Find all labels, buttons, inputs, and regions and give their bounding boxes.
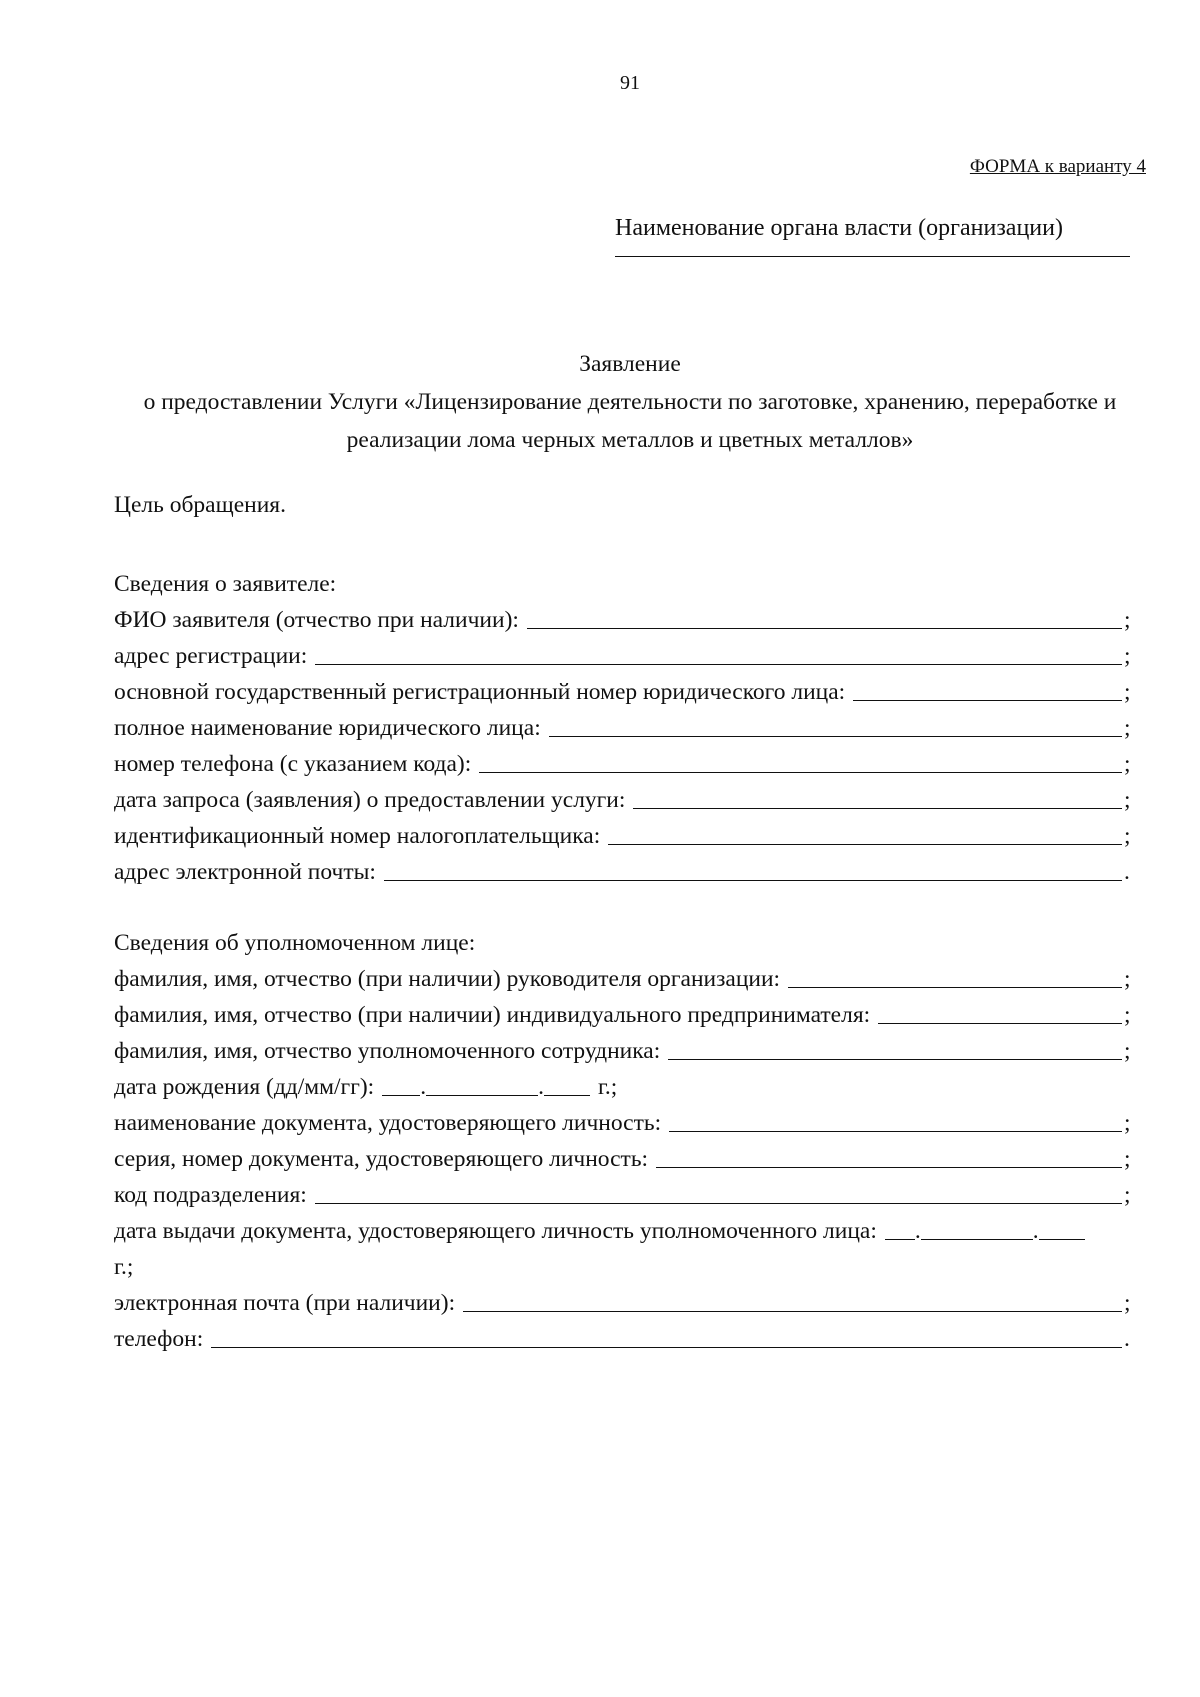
division-code-field[interactable] [315, 1203, 1122, 1204]
document-title: Заявление [579, 351, 681, 377]
semicolon: ; [1124, 607, 1131, 633]
birth-year-suffix: г.; [597, 1074, 618, 1100]
applicant-email-field[interactable] [384, 880, 1122, 881]
applicant-address-row [114, 638, 1136, 674]
applicant-phone-field[interactable] [479, 772, 1122, 773]
semicolon: ; [1124, 643, 1131, 669]
head-fio-row [114, 961, 1136, 997]
applicant-request-date-field[interactable] [633, 808, 1122, 809]
issue-day-field[interactable] [885, 1239, 915, 1240]
authorized-heading: Сведения об уполномоченном лице: [114, 930, 476, 956]
issue-year-suffix: г.; [114, 1254, 134, 1280]
authorized-phone-field[interactable] [211, 1347, 1122, 1348]
head-fio-field[interactable] [788, 987, 1122, 988]
applicant-phone-row [114, 746, 1136, 782]
birth-date-label: дата рождения (дд/мм/гг): [114, 1074, 375, 1100]
applicant-fullname-row [114, 710, 1136, 746]
semicolon: ; [1124, 1038, 1131, 1064]
ip-fio-label: фамилия, имя, отчество (при наличии) индивидуального предпринимателя: [114, 1002, 871, 1028]
issue-year-field[interactable] [1039, 1239, 1085, 1240]
doc-name-label: наименование документа, удостоверяющего личность: [114, 1110, 662, 1136]
division-code-label: код подразделения: [114, 1182, 307, 1208]
dot: . [538, 1074, 544, 1100]
purpose-heading: Цель обращения. [114, 492, 286, 518]
doc-number-label: серия, номер документа, удостоверяющего личность: [114, 1146, 649, 1172]
applicant-inn-field[interactable] [608, 844, 1122, 845]
birth-day-field[interactable] [382, 1095, 420, 1096]
semicolon: ; [1124, 1182, 1131, 1208]
document-title-block [110, 345, 1150, 459]
ip-fio-row [114, 997, 1136, 1033]
birth-month-field[interactable] [426, 1095, 538, 1096]
semicolon: ; [1124, 1110, 1131, 1136]
applicant-inn-label: идентификационный номер налогоплательщика: [114, 823, 601, 849]
semicolon: ; [1124, 966, 1131, 992]
doc-name-field[interactable] [669, 1131, 1122, 1132]
applicant-fullname-field[interactable] [549, 736, 1122, 737]
authorized-email-row [114, 1285, 1136, 1321]
applicant-fullname-label: полное наименование юридического лица: [114, 715, 541, 741]
period: . [1124, 1326, 1130, 1352]
document-subtitle-line-1: о предоставлении Услуги «Лицензирование деятельности по заготовке, хранению, переработке и [143, 389, 1117, 415]
employee-fio-row [114, 1033, 1136, 1069]
semicolon: ; [1124, 1146, 1131, 1172]
authorized-email-label: электронная почта (при наличии): [114, 1290, 456, 1316]
authorized-email-field[interactable] [463, 1311, 1122, 1312]
semicolon: ; [1124, 787, 1131, 813]
semicolon: ; [1124, 751, 1131, 777]
applicant-ogrn-row [114, 674, 1136, 710]
birth-year-field[interactable] [544, 1095, 590, 1096]
doc-number-row [114, 1141, 1136, 1177]
applicant-section [114, 566, 1136, 890]
applicant-fio-row [114, 602, 1136, 638]
document-subtitle-line-2: реализации лома черных металлов и цветных металлов» [346, 427, 914, 453]
authority-block [615, 215, 1135, 257]
semicolon: ; [1124, 679, 1131, 705]
applicant-email-row [114, 854, 1136, 890]
doc-name-row [114, 1105, 1136, 1141]
dot: . [1032, 1218, 1039, 1244]
division-code-row [114, 1177, 1136, 1213]
semicolon: ; [1124, 1002, 1131, 1028]
applicant-fio-label: ФИО заявителя (отчество при наличии): [114, 607, 519, 633]
semicolon: ; [1124, 715, 1131, 741]
birth-date-row [114, 1069, 1136, 1105]
issue-date-label: дата выдачи документа, удостоверяющего личность уполномоченного лица: [114, 1218, 877, 1244]
issue-month-field[interactable] [921, 1239, 1033, 1240]
dot: . [420, 1074, 427, 1100]
head-fio-label: фамилия, имя, отчество (при наличии) руководителя организации: [114, 966, 781, 992]
applicant-request-date-row [114, 782, 1136, 818]
authorized-phone-row [114, 1321, 1136, 1357]
authority-name-label: Наименование органа власти (организации) [615, 215, 1063, 241]
authorized-phone-label: телефон: [114, 1326, 204, 1352]
applicant-request-date-label: дата запроса (заявления) о предоставлении услуги: [114, 787, 626, 813]
applicant-ogrn-field[interactable] [853, 700, 1122, 701]
semicolon: ; [1124, 1290, 1131, 1316]
applicant-phone-label: номер телефона (с указанием кода): [114, 751, 472, 777]
applicant-fio-field[interactable] [527, 628, 1122, 629]
applicant-address-field[interactable] [315, 664, 1122, 665]
period: . [1124, 859, 1130, 885]
applicant-address-label: адрес регистрации: [114, 643, 308, 669]
applicant-heading: Сведения о заявителе: [114, 571, 337, 597]
issue-date-row [114, 1213, 1136, 1249]
semicolon: ; [1124, 823, 1131, 849]
authorized-section [114, 925, 1136, 1357]
applicant-email-label: адрес электронной почты: [114, 859, 376, 885]
applicant-inn-row [114, 818, 1136, 854]
applicant-ogrn-label: основной государственный регистрационный номер юридического лица: [114, 679, 846, 705]
dot: . [914, 1218, 921, 1244]
ip-fio-field[interactable] [878, 1023, 1122, 1024]
page-number: 91 [620, 72, 640, 94]
employee-fio-field[interactable] [668, 1059, 1122, 1060]
form-variant-label: ФОРМА к варианту 4 [969, 156, 1146, 177]
doc-number-field[interactable] [656, 1167, 1122, 1168]
authority-name-field[interactable] [615, 256, 1130, 257]
employee-fio-label: фамилия, имя, отчество уполномоченного сотрудника: [114, 1038, 661, 1064]
